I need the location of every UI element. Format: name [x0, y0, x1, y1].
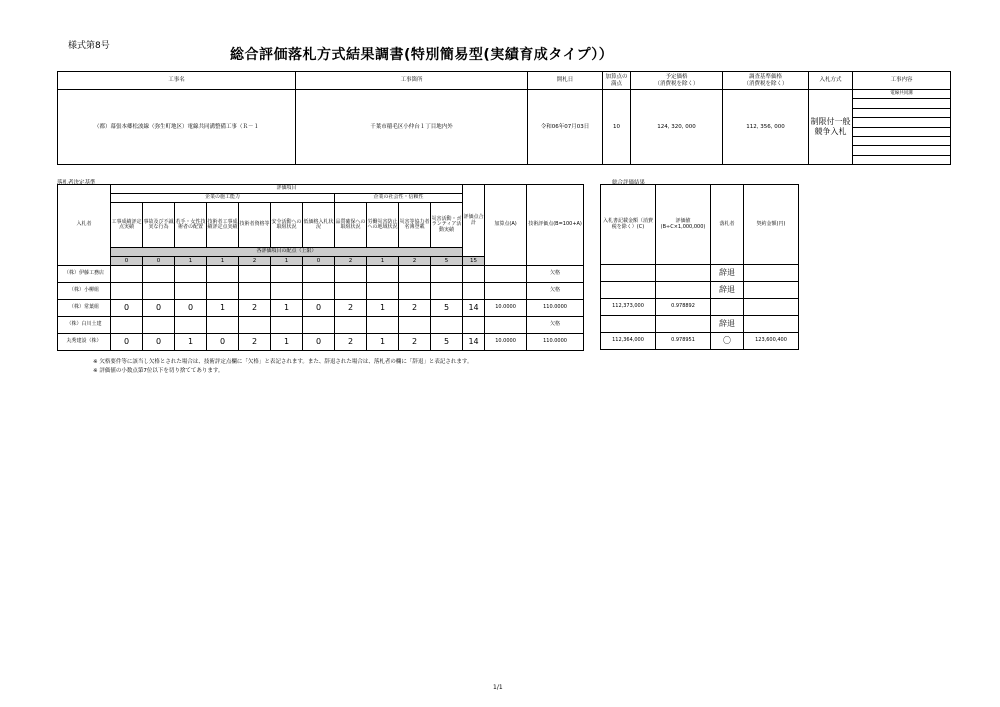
score-cell: 2 [399, 334, 431, 351]
items-header: 評価項目 [111, 185, 463, 194]
value-cell [656, 316, 711, 333]
content-line [853, 155, 950, 164]
winner-cell: 〇 [711, 333, 744, 350]
project-content [853, 90, 951, 165]
contract-cell [744, 299, 799, 316]
total-cell: 14 [463, 300, 485, 317]
score-cell [239, 283, 271, 300]
score-cell: 1 [207, 300, 239, 317]
price-cell [601, 265, 656, 282]
contract-header: 契約金額(円) [744, 185, 799, 265]
table-row [601, 265, 799, 282]
score-cell: 2 [335, 300, 367, 317]
score-cell: 0 [303, 334, 335, 351]
project-open-date: 令和06年07月03日 [528, 90, 603, 165]
table-row [58, 266, 584, 283]
score-cell [207, 283, 239, 300]
score-cell [271, 283, 303, 300]
table-row [58, 300, 584, 317]
score-cell: 0 [303, 300, 335, 317]
content-line [853, 99, 950, 108]
weights-label: 各評価項目の配点（上限） [111, 248, 463, 257]
score-cell: 0 [143, 334, 175, 351]
total-cell [463, 317, 485, 334]
weight: 5 [431, 257, 463, 266]
price-cell [601, 282, 656, 299]
score-cell: 2 [239, 334, 271, 351]
score-cell [143, 283, 175, 300]
bidder-name: （株）伊藤工務店 [58, 266, 111, 283]
header-planned-price [631, 72, 723, 90]
tech-cell: 欠格 [527, 266, 584, 283]
planned-price-label: 予定価格 [665, 74, 688, 81]
score-cell [207, 266, 239, 283]
weight: 1 [271, 257, 303, 266]
weight: 0 [143, 257, 175, 266]
add-cell [485, 283, 527, 300]
table-row [601, 333, 799, 350]
score-cell [239, 317, 271, 334]
winner-cell: 辞退 [711, 282, 744, 299]
bidder-name: （株）常葉組 [58, 300, 111, 317]
table-row [58, 334, 584, 351]
score-cell [367, 317, 399, 334]
group-capability: 企業の施工能力 [111, 194, 335, 203]
group-social: 企業の社会性・信頼性 [335, 194, 463, 203]
tech-cell: 欠格 [527, 283, 584, 300]
bidder-name: （株）白川土建 [58, 317, 111, 334]
score-cell [271, 317, 303, 334]
total-cell: 14 [463, 334, 485, 351]
score-cell [175, 317, 207, 334]
criteria-section-label: 落札者決定基準 [57, 180, 96, 186]
table-row [58, 283, 584, 300]
score-cell: 0 [143, 300, 175, 317]
criterion: 労働災害防止への地域状況 [367, 203, 399, 248]
score-cell: 0 [207, 334, 239, 351]
header-min-price [723, 72, 809, 90]
score-cell [431, 317, 463, 334]
criterion: 品質確保への取組状況 [335, 203, 367, 248]
min-price-note: （消費税を除く） [743, 80, 788, 87]
summary-table [600, 184, 799, 350]
header-name: 工事名 [58, 72, 296, 90]
score-cell [143, 317, 175, 334]
criterion: 災害活動・ボランティア活動実績 [431, 203, 463, 248]
score-cell [207, 317, 239, 334]
min-price-label: 調査基準価格 [748, 74, 782, 81]
winner-header: 落札者 [711, 185, 744, 265]
score-cell [303, 283, 335, 300]
criterion: 技術者工事成績評定点実績 [207, 203, 239, 248]
weight: 1 [367, 257, 399, 266]
contract-cell [744, 316, 799, 333]
score-cell [143, 266, 175, 283]
add-cell [485, 317, 527, 334]
criterion: 若手・女性技術者の配置 [175, 203, 207, 248]
score-cell [431, 266, 463, 283]
weight-total: 15 [463, 257, 485, 266]
winner-cell: 辞退 [711, 265, 744, 282]
score-cell: 1 [367, 300, 399, 317]
score-cell [303, 266, 335, 283]
content-line [853, 146, 950, 155]
contract-cell [744, 282, 799, 299]
criterion: 低価格入札状況 [303, 203, 335, 248]
criterion: 安全活動への取組状況 [271, 203, 303, 248]
price-cell: 112,373,000 [601, 299, 656, 316]
content-line [853, 136, 950, 145]
tech-cell: 110.0000 [527, 300, 584, 317]
weight: 1 [207, 257, 239, 266]
add-cell: 10.0000 [485, 300, 527, 317]
page-title: 総合評価落札方式結果調書(特別簡易型(実績育成タイプ）） [230, 47, 614, 63]
weight: 2 [335, 257, 367, 266]
weight: 0 [303, 257, 335, 266]
header-point-full: 加算点の満点 [603, 72, 631, 90]
winner-cell: 辞退 [711, 316, 744, 333]
total-header: 評価点合計 [463, 185, 485, 257]
table-row [601, 299, 799, 316]
score-cell: 1 [367, 334, 399, 351]
table-row [601, 282, 799, 299]
project-method: 制限付一般競争入札 [809, 90, 853, 165]
weight: 2 [239, 257, 271, 266]
add-cell: 10.0000 [485, 334, 527, 351]
score-cell: 0 [175, 300, 207, 317]
content-line: 電線共同溝 [853, 90, 950, 99]
criterion: 工事成績評定点実績 [111, 203, 143, 248]
header-content: 工事内容 [853, 72, 951, 90]
score-cell [335, 283, 367, 300]
project-point-full: 10 [603, 90, 631, 165]
score-cell: 0 [111, 300, 143, 317]
value-cell: 0.978951 [656, 333, 711, 350]
price-cell: 112,364,000 [601, 333, 656, 350]
add-cell [485, 266, 527, 283]
score-cell [399, 317, 431, 334]
header-open-date: 開札日 [528, 72, 603, 90]
note-line: ※ 評価値の小数点第7位以下を切り捨ててあります。 [93, 368, 224, 375]
score-cell [431, 283, 463, 300]
score-cell: 0 [111, 334, 143, 351]
tech-cell: 110.0000 [527, 334, 584, 351]
score-cell: 1 [271, 334, 303, 351]
score-cell [303, 317, 335, 334]
score-cell [175, 283, 207, 300]
score-cell [239, 266, 271, 283]
criterion: 技術者資格等 [239, 203, 271, 248]
form-number: 様式第8号 [68, 41, 110, 51]
score-cell [399, 266, 431, 283]
score-cell: 2 [335, 334, 367, 351]
total-cell [463, 283, 485, 300]
project-location: 千葉市稲毛区小仲台１丁目地内外 [296, 90, 528, 165]
project-planned-price: 124, 320, 000 [631, 90, 723, 165]
score-cell [111, 317, 143, 334]
score-cell [111, 283, 143, 300]
criterion: 事故及び不誠実な行為 [143, 203, 175, 248]
evaluation-table [57, 184, 584, 351]
header-location: 工事箇所 [296, 72, 528, 90]
tech-header: 技術評価点(B=100+A) [527, 185, 584, 266]
content-line [853, 108, 950, 117]
score-cell: 2 [239, 300, 271, 317]
bidder-name: （株）小柳組 [58, 283, 111, 300]
score-cell [111, 266, 143, 283]
score-cell: 2 [399, 300, 431, 317]
contract-cell: 123,600,400 [744, 333, 799, 350]
total-cell [463, 266, 485, 283]
score-cell [399, 283, 431, 300]
winner-cell [711, 299, 744, 316]
score-cell [335, 317, 367, 334]
score-cell: 5 [431, 300, 463, 317]
weight: 2 [399, 257, 431, 266]
value-cell [656, 265, 711, 282]
notes [93, 358, 472, 377]
bidder-header: 入札者 [58, 185, 111, 266]
price-cell [601, 316, 656, 333]
note-line: ※ 欠格要件等に該当し欠格とされた場合は、技術評定点欄に「欠格」と表記されます。また、辞退された場合は、落札者の欄に「辞退」と表記されます。 [93, 359, 473, 365]
criterion: 災害等協力者名簿登載 [399, 203, 431, 248]
score-cell [367, 283, 399, 300]
content-grid [853, 90, 950, 164]
price-header: 入札書記載金額（消費税を除く）(C) [601, 185, 656, 265]
weight: 1 [175, 257, 207, 266]
table-row [601, 316, 799, 333]
page-number: 1/1 [493, 684, 503, 691]
project-name: （都）幕張本郷松波線（弥生町地区）電線共同溝整備工事（Ｒ－１ [58, 90, 296, 165]
score-header: 評価値(B÷C×1,000,000) [656, 185, 711, 265]
table-row [58, 317, 584, 334]
value-cell: 0.978892 [656, 299, 711, 316]
bidder-name: 丸秀建設（株） [58, 334, 111, 351]
score-cell: 1 [175, 334, 207, 351]
score-cell [367, 266, 399, 283]
header-method: 入札方式 [809, 72, 853, 90]
planned-price-note: （消費税を除く） [654, 80, 699, 87]
add-header: 加算点(A) [485, 185, 527, 266]
score-cell: 5 [431, 334, 463, 351]
project-info-table [57, 71, 951, 165]
contract-cell [744, 265, 799, 282]
weight: 0 [111, 257, 143, 266]
score-cell [175, 266, 207, 283]
score-cell [271, 266, 303, 283]
score-cell: 1 [271, 300, 303, 317]
score-cell [335, 266, 367, 283]
tech-cell: 欠格 [527, 317, 584, 334]
value-cell [656, 282, 711, 299]
content-line [853, 127, 950, 136]
summary-section-label: 総合評価結果 [612, 180, 646, 186]
project-min-price: 112, 356, 000 [723, 90, 809, 165]
content-line [853, 118, 950, 127]
